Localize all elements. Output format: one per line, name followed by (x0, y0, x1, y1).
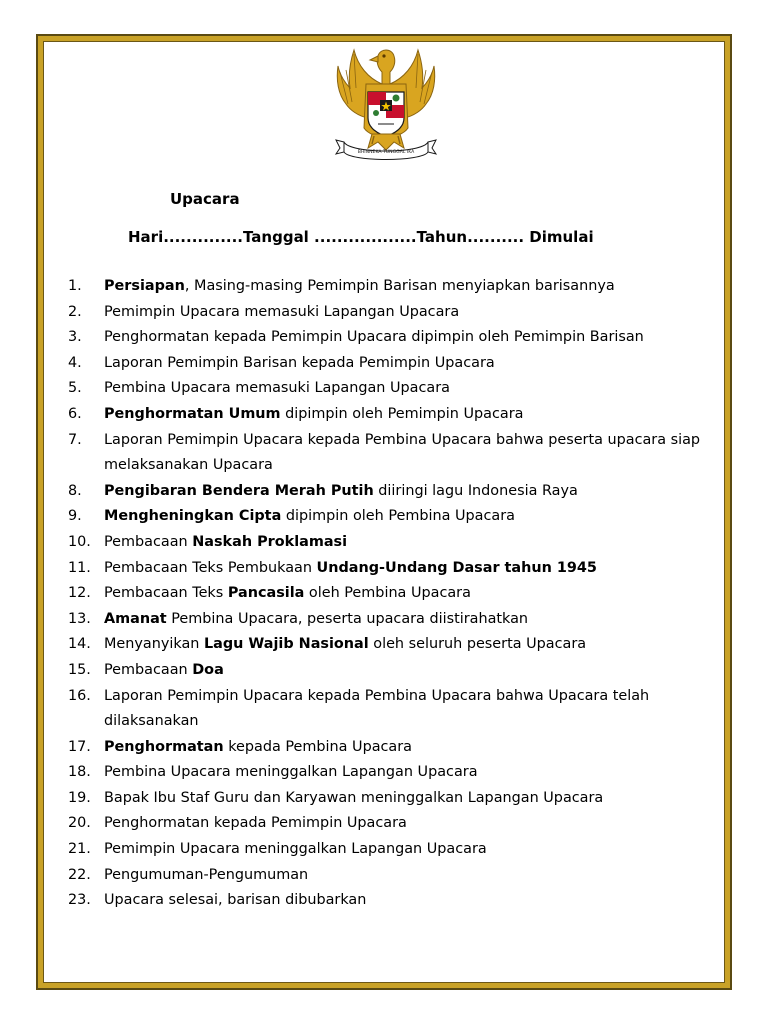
list-item-text (104, 684, 718, 735)
list-item-number: 8. (68, 482, 82, 499)
list-item (68, 735, 718, 761)
list-item-text-bold: Penghormatan Umum (104, 405, 281, 422)
list-item-text-regular: Pembacaan (104, 661, 193, 678)
list-item-text-regular: Penghormatan kepada Pemimpin Upacara dipimpin oleh Pemimpin Barisan (104, 329, 644, 346)
list-item-text-regular: Pembacaan Teks Pembukaan (104, 559, 317, 576)
list-item-number: 23. (68, 892, 91, 909)
list-item-text (104, 428, 718, 479)
list-item-text (104, 274, 718, 300)
page-border (36, 34, 732, 990)
list-item (68, 888, 718, 914)
list-item-text (104, 402, 718, 428)
list-item-text (104, 530, 718, 556)
list-item-text-regular: kepada Pembina Upacara (223, 738, 412, 755)
list-item-number: 18. (68, 764, 91, 781)
list-item-text (104, 888, 718, 914)
list-item-number: 16. (68, 687, 91, 704)
list-item (68, 607, 718, 633)
list-item-text-bold: Amanat (104, 610, 167, 627)
list-item (68, 863, 718, 889)
list-item (68, 428, 718, 479)
list-item-text (104, 837, 718, 863)
list-item-text-bold: Naskah Proklamasi (192, 533, 348, 550)
list-item-number: 21. (68, 841, 91, 858)
page-content (43, 41, 725, 983)
list-item-text-regular: Pembina Upacara meninggalkan Lapangan Upacara (104, 764, 478, 781)
list-item-text (104, 632, 718, 658)
list-item-number: 3. (68, 329, 82, 346)
list-item-text-regular: oleh seluruh peserta Upacara (368, 636, 587, 653)
list-item-text (104, 504, 718, 530)
list-item-text-regular: Laporan Pemimpin Barisan kepada Pemimpin Upacara (104, 354, 495, 371)
list-item (68, 556, 718, 582)
list-item-number: 9. (68, 508, 82, 525)
list-item-number: 6. (68, 405, 82, 422)
list-item-number: 4. (68, 354, 82, 371)
list-item (68, 479, 718, 505)
list-item-number: 22. (68, 866, 91, 883)
list-item-number: 5. (68, 380, 82, 397)
schedule-line: Hari..............Tanggal ..................Tahun.......... Dimulai (128, 228, 594, 246)
list-item-text-bold: Undang-Undang Dasar tahun 1945 (316, 559, 597, 576)
list-item-number: 13. (68, 610, 91, 627)
list-item-text (104, 351, 718, 377)
list-item-text-bold: Lagu Wajib Nasional (203, 636, 369, 653)
list-item-text (104, 786, 718, 812)
list-item-text-regular: Menyanyikan (104, 636, 204, 653)
list-item-number: 1. (68, 278, 82, 294)
page-title: Upacara (170, 190, 240, 208)
list-item (68, 530, 718, 556)
list-item-text-regular: dipimpin oleh Pembina Upacara (281, 508, 515, 525)
list-item-text-regular: oleh Pembina Upacara (304, 585, 471, 602)
list-item-number: 7. (68, 431, 82, 448)
list-item-text-regular: Pembina Upacara memasuki Lapangan Upacara (104, 380, 450, 397)
list-item-number: 11. (68, 559, 91, 576)
list-item-number: 14. (68, 636, 91, 653)
list-item-text (104, 607, 718, 633)
list-item-text-regular: Pemimpin Upacara meninggalkan Lapangan Upacara (104, 841, 487, 858)
emblem-motto: BHINNEKA TUNGGAL IKA (357, 150, 415, 155)
list-item (68, 684, 718, 735)
list-item-text-bold: Mengheningkan Cipta (104, 508, 282, 525)
garuda-emblem-icon (328, 44, 444, 162)
list-item (68, 786, 718, 812)
list-item (68, 837, 718, 863)
list-item (68, 274, 718, 300)
list-item (68, 811, 718, 837)
list-item (68, 581, 718, 607)
list-item-text (104, 811, 718, 837)
list-item-text (104, 300, 718, 326)
list-item (68, 402, 718, 428)
list-item-number: 19. (68, 789, 91, 806)
list-item (68, 351, 718, 377)
list-item-text-regular: Laporan Pemimpin Upacara kepada Pembina Upacara bahwa peserta upacara siap melaksanakan Upacara (104, 431, 701, 474)
list-item-text-bold: Penghormatan (104, 738, 224, 755)
list-item (68, 658, 718, 684)
list-item-text-regular: diiringi lagu Indonesia Raya (373, 482, 578, 499)
list-item-text-regular: Pembina Upacara, peserta upacara diistirahatkan (166, 610, 529, 627)
list-item-text (104, 863, 718, 889)
list-item (68, 504, 718, 530)
list-item-text-regular: dipimpin oleh Pemimpin Upacara (280, 405, 524, 422)
list-item-number: 15. (68, 661, 91, 678)
list-item-text (104, 581, 718, 607)
list-item-text (104, 376, 718, 402)
list-item (68, 376, 718, 402)
list-item (68, 325, 718, 351)
list-item-text-bold: Pengibaran Bendera Merah Putih (104, 482, 374, 499)
list-item-text-regular: Pembacaan Teks (104, 585, 228, 602)
list-item (68, 300, 718, 326)
list-item-number: 17. (68, 738, 91, 755)
list-item-text (104, 735, 718, 761)
list-item-text (104, 760, 718, 786)
list-item-text-regular: Pengumuman-Pengumuman (104, 866, 309, 883)
list-item-text (104, 479, 718, 505)
list-item (68, 632, 718, 658)
list-item-text-regular: Penghormatan kepada Pemimpin Upacara (104, 815, 407, 832)
list-item-text-regular: , Masing-masing Pemimpin Barisan menyiapkan barisannya (184, 278, 615, 294)
list-item-text (104, 325, 718, 351)
list-item-text-bold: Doa (192, 661, 224, 678)
list-item-text-bold: Pancasila (227, 585, 305, 602)
list-item-number: 12. (68, 585, 91, 602)
list-item-number: 10. (68, 533, 91, 550)
list-item-text-regular: Pembacaan (104, 533, 193, 550)
ceremony-steps-list (68, 274, 718, 914)
list-item-number: 2. (68, 303, 82, 320)
list-item-text (104, 556, 718, 582)
list-item-text-regular: Pemimpin Upacara memasuki Lapangan Upacara (104, 303, 460, 320)
list-item-number: 20. (68, 815, 91, 832)
list-item-text-regular: Upacara selesai, barisan dibubarkan (104, 892, 367, 909)
list-item-text-bold: Persiapan (104, 278, 185, 294)
list-item (68, 760, 718, 786)
list-item-text (104, 658, 718, 684)
list-item-text-regular: Bapak Ibu Staf Guru dan Karyawan meninggalkan Lapangan Upacara (104, 789, 604, 806)
list-item-text-regular: Laporan Pemimpin Upacara kepada Pembina Upacara bahwa Upacara telah dilaksanakan (104, 687, 650, 730)
